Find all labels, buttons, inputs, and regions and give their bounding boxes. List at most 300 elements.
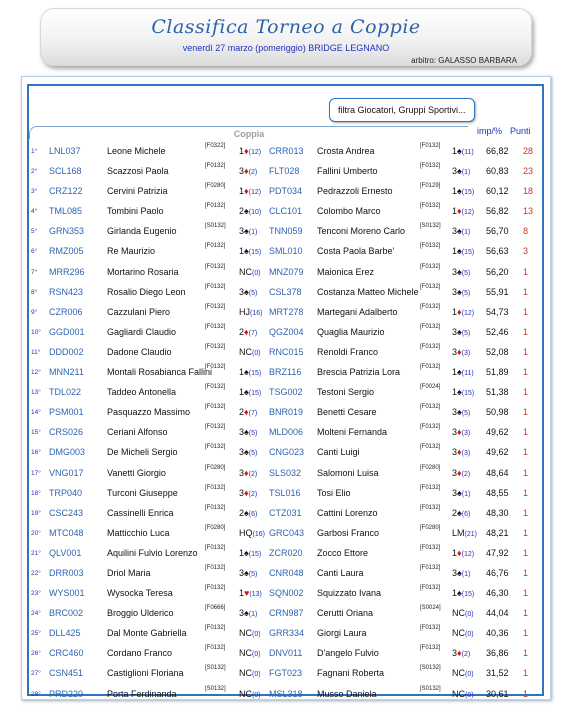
player2-club-tag: [F0132] (420, 143, 441, 149)
player1-bid-count: (6) (248, 510, 258, 518)
player1-bid-count: (2) (248, 169, 258, 177)
player2-club-tag: [F0132] (420, 203, 441, 210)
player2-bid-count: (1) (461, 229, 471, 237)
table-row (29, 142, 542, 162)
player2-bid-suit-icon: ♦ (457, 206, 462, 217)
player1-code-link[interactable]: MRR296 (49, 266, 85, 277)
player2-club-tag: [F0132] (420, 163, 441, 170)
player2-code-link[interactable]: QGZ004 (269, 326, 304, 337)
player2-name: Brescia Patrizia Lora (317, 367, 401, 378)
player1-code-link[interactable]: VNG017 (49, 467, 84, 478)
player2-bid-suit-icon: ♠ (457, 507, 462, 518)
punti-value: 8 (523, 226, 529, 237)
imp-value: 51,89 (486, 367, 509, 378)
punti-value: 1 (523, 367, 529, 378)
player1-bid-level: 3 (239, 286, 245, 297)
player2-code-link[interactable]: SML010 (269, 246, 303, 257)
player1-name: Cazzulani Piero (107, 306, 171, 317)
player2-name: Colombo Marco (317, 206, 381, 217)
player1-bid-level: 1 (239, 146, 245, 156)
player1-code-link[interactable]: CSN451 (49, 668, 84, 679)
player1-bid-count: (0) (252, 651, 261, 659)
player2-code-link[interactable]: CRR013 (269, 146, 304, 156)
player2-bid (452, 347, 470, 357)
player2-code-link[interactable]: MNZ079 (269, 266, 304, 277)
player1-club-tag: [F0132] (205, 203, 226, 210)
imp-value: 56,20 (486, 266, 509, 277)
imp-column-header[interactable]: imp/% (477, 126, 503, 136)
player1-name: Girlanda Eugenio (107, 226, 177, 237)
player2-bid (452, 528, 477, 538)
player1-bid-suit-icon: ♠ (244, 608, 249, 619)
player1-bid-level: 1 (239, 588, 245, 599)
player2-bid-level: 1 (452, 367, 458, 378)
player2-name: Testoni Sergio (317, 387, 375, 398)
player1-name: Matticchio Luca (107, 527, 170, 538)
player1-bid-count: (7) (248, 329, 258, 337)
player2-bid (452, 689, 474, 699)
player2-bid (452, 608, 474, 618)
player1-bid (239, 387, 261, 397)
imp-value: 54,73 (486, 306, 509, 317)
player1-name: De Micheli Sergio (107, 447, 178, 458)
player1-club-tag: [F0132] (205, 424, 226, 431)
player1-name: Broggio Ulderico (107, 608, 174, 619)
rank-cell: 2° (31, 168, 38, 176)
player2-code-link[interactable]: RNC015 (269, 346, 304, 357)
player1-bid (239, 226, 257, 236)
player2-bid-count: (5) (461, 410, 471, 418)
player2-code-link[interactable]: BRZ116 (269, 367, 302, 378)
player1-bid-level: 2 (239, 326, 245, 337)
player2-bid-suit-icon: ♦ (457, 427, 462, 438)
punti-value: 18 (523, 186, 534, 197)
player2-bid-count: (1) (461, 490, 471, 498)
player1-code-link[interactable]: MNN211 (49, 367, 84, 378)
player1-bid (239, 468, 257, 478)
player1-name: Aquilini Fulvio Lorenzo (107, 547, 198, 558)
player1-bid-suit-icon: ♦ (244, 487, 249, 498)
player2-code-link[interactable]: TSG002 (269, 387, 303, 398)
player2-name: Cerutti Oriana (317, 608, 374, 619)
player2-code-link[interactable]: FGT023 (269, 668, 303, 679)
player2-club-tag: [F0129] (420, 183, 441, 190)
player2-name: Renoldi Franco (317, 346, 379, 357)
player1-bid (239, 668, 261, 678)
player2-bid-level: 1 (452, 547, 458, 558)
player1-name: Castiglioni Floriana (107, 668, 184, 679)
player2-bid-suit-icon: ♦ (457, 467, 462, 478)
player1-bid-count: (13) (249, 591, 262, 599)
player2-bid-count: (15) (461, 189, 475, 197)
punti-value: 1 (523, 588, 529, 599)
player2-bid-level: 1 (452, 306, 458, 317)
punti-column-header[interactable]: Punti (510, 126, 531, 136)
player2-bid-suit-icon: ♠ (457, 567, 462, 578)
rank-cell: 18° (31, 489, 41, 497)
player2-code-link[interactable]: CRN987 (269, 608, 304, 619)
player1-bid-level: NC (239, 648, 252, 659)
player2-club-tag: [F0132] (420, 263, 441, 270)
player1-club-tag: [F0132] (205, 263, 226, 270)
player2-name: Canti Luigi (317, 447, 360, 458)
player2-bid-level: 3 (452, 407, 458, 418)
player1-bid-level: 2 (239, 206, 245, 217)
player1-bid-suit-icon: ♠ (244, 246, 249, 257)
player2-code-link[interactable]: CSL378 (269, 286, 302, 297)
punti-value: 1 (523, 688, 529, 699)
player2-code-link[interactable]: CNR048 (269, 567, 304, 578)
player2-code-link[interactable]: PDT034 (269, 186, 303, 197)
player2-bid-suit-icon: ♠ (457, 246, 462, 257)
player2-code-link[interactable]: MSL318 (269, 688, 303, 699)
player1-bid-suit-icon: ♠ (244, 367, 249, 378)
player1-code-link[interactable]: CRC460 (49, 648, 84, 659)
player1-bid-count: (1) (248, 229, 258, 237)
rank-cell: 7° (31, 268, 38, 276)
table-row (29, 624, 542, 644)
player1-club-tag: [F0132] (205, 625, 226, 632)
player2-bid (452, 568, 470, 578)
player2-bid-count: (12) (461, 309, 475, 317)
player2-bid-suit-icon: ♠ (457, 487, 462, 498)
player1-code-link[interactable]: RSN423 (49, 286, 84, 297)
player1-bid-level: 2 (239, 507, 245, 518)
player1-code-link[interactable]: DLL425 (49, 628, 81, 639)
player1-bid-suit-icon: ♦ (244, 146, 249, 156)
player1-bid (239, 447, 257, 457)
player1-name: Turconi Giuseppe (107, 487, 178, 498)
imp-value: 47,92 (486, 547, 509, 558)
player2-code-link[interactable]: TNN059 (269, 226, 303, 237)
punti-value: 28 (523, 146, 534, 156)
player2-code-link[interactable]: CTZ031 (269, 507, 302, 518)
player1-bid-level: 3 (239, 567, 245, 578)
rank-cell: 25° (31, 630, 41, 638)
player1-bid-suit-icon: ♠ (244, 547, 249, 558)
player1-code-link[interactable]: GGD001 (49, 326, 85, 337)
player2-bid-level: 3 (452, 326, 458, 337)
player1-code-link[interactable]: DRR003 (49, 567, 84, 578)
player1-bid-suit-icon: ♦ (244, 326, 249, 337)
player2-bid-level: 3 (452, 346, 458, 357)
player1-bid-suit-icon: ♠ (244, 206, 249, 217)
player1-code-link[interactable]: CRZ122 (49, 186, 83, 197)
player2-bid (452, 246, 474, 256)
player1-code-link[interactable]: PRD220 (49, 688, 84, 699)
table-row (29, 584, 542, 604)
player2-bid-level: 1 (452, 186, 458, 197)
player2-bid-suit-icon: ♠ (457, 146, 462, 156)
player2-bid-level: 3 (452, 266, 458, 277)
player2-code-link[interactable]: GRC043 (269, 527, 305, 538)
player2-bid (452, 166, 470, 176)
player1-code-link[interactable]: TML085 (49, 206, 83, 217)
player1-bid (239, 608, 257, 618)
player2-bid-count: (12) (461, 209, 475, 217)
player2-club-tag: [F0132] (420, 544, 441, 551)
player1-bid (239, 528, 265, 538)
rank-cell: 9° (31, 308, 38, 316)
punti-value: 1 (523, 387, 529, 398)
player2-club-tag: [S0024] (420, 605, 441, 612)
player2-club-tag: [F0024] (420, 384, 441, 391)
player1-club-tag: [S0132] (205, 223, 226, 230)
player2-name: Salomoni Luisa (317, 467, 379, 478)
player1-name: Vanetti Giorgio (107, 467, 166, 478)
table-row (29, 323, 542, 343)
player1-bid (239, 206, 261, 216)
player2-code-link[interactable]: CNG023 (269, 447, 305, 458)
player1-name: Taddeo Antonella (107, 387, 177, 398)
imp-value: 60,83 (486, 166, 509, 177)
player1-code-link[interactable]: CZR006 (49, 306, 83, 317)
player2-bid (452, 287, 470, 297)
player2-code-link[interactable]: CLC101 (269, 206, 303, 217)
player2-code-link[interactable]: MLD006 (269, 427, 304, 438)
player2-bid-suit-icon: ♦ (457, 346, 462, 357)
imp-value: 49,62 (486, 427, 509, 438)
player1-code-link[interactable]: TRP040 (49, 487, 83, 498)
rank-cell: 27° (31, 670, 41, 678)
imp-value: 52,46 (486, 326, 509, 337)
player1-bid-suit-icon: ♦ (244, 467, 249, 478)
imp-value: 31,52 (486, 668, 509, 679)
player1-code-link[interactable]: DDD002 (49, 346, 84, 357)
punti-value: 1 (523, 447, 529, 458)
player1-code-link[interactable]: TDL022 (49, 387, 82, 398)
punti-value: 1 (523, 427, 529, 438)
player2-club-tag: [S0132] (420, 223, 441, 230)
player1-code-link[interactable]: CSC243 (49, 507, 84, 518)
table-row (29, 303, 542, 323)
player1-bid-level: 3 (239, 487, 245, 498)
player1-code-link[interactable]: DMG003 (49, 447, 86, 458)
player2-bid-count: (15) (461, 249, 475, 257)
player1-name: Cassinelli Enrica (107, 507, 174, 518)
player1-club-tag: [F0322] (205, 143, 226, 149)
player2-bid-count: (21) (464, 530, 477, 538)
player1-name: Porta Ferdinanda (107, 688, 177, 699)
player1-club-tag: [F0132] (205, 645, 226, 652)
player1-bid-level: 3 (239, 608, 245, 619)
player1-code-link[interactable]: BRC002 (49, 608, 84, 619)
player2-club-tag: [F0132] (420, 364, 441, 371)
rank-cell: 13° (31, 389, 41, 397)
player1-code-link[interactable]: QLV001 (49, 547, 82, 558)
player1-code-link[interactable]: SCL168 (49, 166, 82, 177)
player2-code-link[interactable]: MRT278 (269, 306, 304, 317)
player1-name: Dadone Claudio (107, 346, 172, 357)
table-row (29, 202, 542, 222)
player1-bid-level: 3 (239, 447, 245, 458)
player2-bid-suit-icon: ♦ (457, 306, 462, 317)
player2-bid-level: 3 (452, 648, 458, 659)
player2-bid (452, 327, 470, 337)
player1-club-tag: [F0132] (205, 303, 226, 310)
player1-bid-count: (15) (248, 390, 262, 398)
player2-club-tag: [S0132] (420, 665, 441, 672)
player1-name: Tombini Paolo (107, 206, 164, 217)
punti-value: 1 (523, 608, 529, 619)
player2-bid (452, 367, 474, 377)
player1-bid-level: 3 (239, 166, 245, 177)
player1-bid (239, 689, 261, 699)
player1-bid-count: (15) (248, 550, 262, 558)
ranking-panel (21, 76, 551, 700)
player2-code-link[interactable]: BNR019 (269, 407, 304, 418)
player2-code-link[interactable]: TSL016 (269, 487, 301, 498)
player1-bid-level: HJ (239, 306, 250, 317)
punti-value: 13 (523, 206, 534, 217)
punti-value: 1 (523, 527, 529, 538)
player2-bid-count: (3) (461, 450, 471, 458)
player1-bid (239, 548, 261, 558)
player1-code-link[interactable]: MTC048 (49, 527, 84, 538)
player1-bid-count: (1) (248, 611, 258, 619)
punti-value: 1 (523, 326, 529, 337)
player2-bid (452, 488, 470, 498)
ranking-table (27, 84, 544, 699)
player1-club-tag: [F0132] (205, 544, 226, 551)
player1-name: Cervini Patrizia (107, 186, 168, 197)
player1-club-tag: [F0132] (205, 444, 226, 451)
player2-bid-level: LM (452, 527, 465, 538)
table-row (29, 283, 542, 303)
rank-cell: 12° (31, 369, 41, 377)
player1-bid-count: (0) (252, 691, 261, 699)
player1-bid (239, 146, 261, 156)
rank-cell: 6° (31, 248, 38, 256)
rank-cell: 19° (31, 509, 41, 517)
rank-cell: 3° (31, 188, 38, 196)
player2-code-link[interactable]: SQN002 (269, 588, 304, 599)
player2-club-tag: [F0280] (420, 524, 441, 531)
table-row (29, 504, 542, 524)
player2-bid-suit-icon: ♠ (457, 226, 462, 237)
player1-bid-level: 1 (239, 547, 245, 558)
player2-name: Pedrazzoli Ernesto (317, 186, 393, 197)
player1-bid-count: (5) (248, 450, 258, 458)
player2-bid-count: (5) (461, 329, 471, 337)
player2-club-tag: [F0132] (420, 303, 441, 310)
player1-bid (239, 166, 257, 176)
player1-code-link[interactable]: PSM001 (49, 407, 84, 418)
rank-cell: 15° (31, 429, 41, 437)
player1-bid (239, 568, 257, 578)
player1-club-tag: [F0132] (205, 283, 226, 290)
player1-code-link[interactable]: LNL037 (49, 146, 81, 156)
player2-bid-suit-icon: ♠ (457, 186, 462, 197)
player1-club-tag: [F0280] (205, 524, 226, 531)
imp-value: 60,12 (486, 186, 509, 197)
player2-code-link[interactable]: GRR334 (269, 628, 305, 639)
player2-bid-level: 1 (452, 387, 458, 398)
player2-name: Costa Paola Barbe' (317, 246, 395, 257)
player1-bid (239, 628, 261, 638)
player2-bid (452, 668, 474, 678)
punti-value: 1 (523, 567, 529, 578)
player1-name: Rosalio Diego Leon (107, 286, 186, 297)
imp-value: 46,76 (486, 567, 509, 578)
table-row (29, 685, 542, 705)
coppia-header: Coppia (29, 126, 468, 139)
punti-value: 3 (523, 246, 529, 257)
player1-bid-level: 1 (239, 246, 245, 257)
punti-value: 1 (523, 286, 529, 297)
imp-value: 44,04 (486, 608, 509, 619)
table-row (29, 383, 542, 403)
player2-bid-count: (3) (461, 349, 471, 357)
player1-bid-suit-icon: ♦ (244, 186, 249, 197)
rank-cell: 11° (31, 348, 41, 356)
player2-bid-count: (11) (461, 370, 474, 378)
player1-bid-count: (10) (248, 209, 262, 217)
player2-name: Garbosi Franco (317, 527, 380, 538)
player1-bid-count: (0) (252, 631, 261, 639)
player2-club-tag: [F0280] (420, 464, 441, 471)
player2-bid-count: (0) (465, 611, 474, 619)
player1-bid-level: 1 (239, 387, 245, 398)
player2-bid-count: (0) (465, 691, 474, 699)
player2-bid-level: 3 (452, 447, 458, 458)
player2-code-link[interactable]: FLT028 (269, 166, 300, 177)
player2-club-tag: [F0132] (420, 585, 441, 592)
player2-bid (452, 628, 474, 638)
player1-bid-level: NC (239, 346, 252, 357)
player1-bid-count: (7) (248, 410, 258, 418)
player1-code-link[interactable]: WYS001 (49, 588, 85, 599)
player2-bid-level: NC (452, 688, 465, 699)
table-row (29, 242, 542, 262)
player1-bid-level: 3 (239, 226, 245, 237)
player1-code-link[interactable]: GRN353 (49, 226, 85, 237)
player2-bid-suit-icon: ♦ (457, 648, 462, 659)
table-row (29, 443, 542, 463)
player1-bid-count: (12) (248, 189, 262, 197)
player1-bid (239, 407, 257, 417)
player2-bid-count: (1) (461, 169, 471, 177)
rank-cell: 21° (31, 549, 41, 557)
player2-name: Fallini Umberto (317, 166, 378, 177)
player2-club-tag: [F0132] (420, 424, 441, 431)
player2-code-link[interactable]: ZCR020 (269, 547, 303, 558)
player2-bid-count: (15) (461, 591, 475, 599)
imp-value: 46,30 (486, 588, 509, 599)
player1-club-tag: [F0132] (205, 384, 226, 391)
player2-bid (452, 267, 470, 277)
player2-bid-suit-icon: ♠ (457, 588, 462, 599)
player1-bid (239, 287, 257, 297)
imp-value: 48,30 (486, 507, 509, 518)
player1-club-tag: [F0132] (205, 343, 226, 350)
player1-club-tag: [F0132] (205, 364, 226, 371)
player2-club-tag: [F0132] (420, 343, 441, 350)
player2-bid-level: 1 (452, 588, 458, 599)
filter-button[interactable]: filtra Giocatori, Gruppi Sportivi... (329, 98, 475, 122)
player2-name: Tosi Elio (317, 487, 351, 498)
player1-bid-level: HQ (239, 527, 253, 538)
player2-bid-level: NC (452, 608, 465, 619)
player2-code-link[interactable]: SLS032 (269, 467, 302, 478)
player2-code-link[interactable]: DNV011 (269, 648, 303, 659)
player1-code-link[interactable]: RMZ005 (49, 246, 84, 257)
player1-bid-count: (2) (248, 470, 258, 478)
player2-name: D'angelo Fulvio (317, 648, 379, 659)
punti-value: 1 (523, 648, 529, 659)
player1-code-link[interactable]: CRS026 (49, 427, 84, 438)
punti-value: 1 (523, 668, 529, 679)
